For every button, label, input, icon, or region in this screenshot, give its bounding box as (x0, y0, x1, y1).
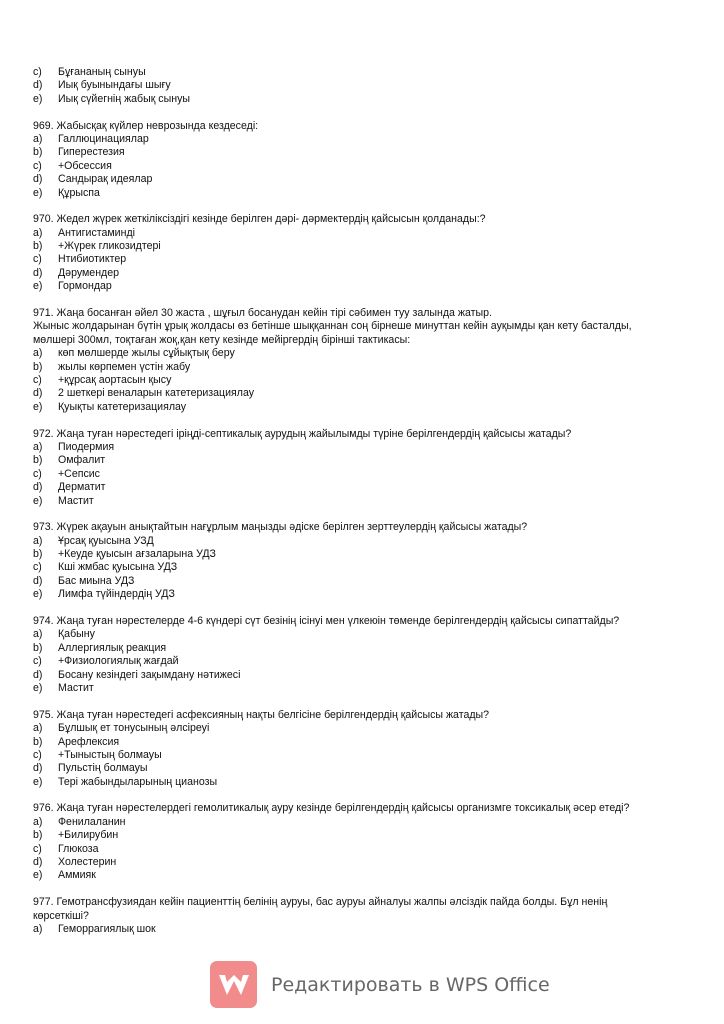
answer-option (33, 227, 703, 240)
answer-option (33, 923, 703, 936)
answer-option (33, 575, 703, 588)
option-text: Аллергиялық реакция (58, 641, 167, 654)
answer-option (33, 468, 703, 481)
option-letter: a) (33, 132, 43, 145)
option-text: Фенилаланин (58, 815, 126, 828)
question-text: 969. Жабысқақ күйлер неврозында кездеседі: (33, 119, 259, 132)
option-letter: e) (33, 186, 43, 199)
answer-option (33, 347, 703, 360)
document-page (33, 66, 703, 936)
option-letter: a) (33, 440, 43, 453)
answer-option (33, 535, 703, 548)
question-text: 970. Жедел жүрек жеткіліксіздігі кезінде берілген дәрі- дәрмектердің қайсысын қолданады:? (33, 213, 486, 226)
answer-option (33, 682, 703, 695)
question-block (33, 521, 703, 601)
option-text: Омфалит (58, 454, 106, 467)
answer-option (33, 79, 703, 92)
question-text: 972. Жаңа туған нәрестедегі іріңді-септикалық аурудың жайылымды түріне берілгендердің қайсысы жатады? (33, 427, 572, 440)
question-block (33, 615, 703, 695)
answer-option (33, 642, 703, 655)
question-text: 975. Жаңа туған нәрестедегі асфексияның нақты белгісіне берілгендердің қайсысы жатады? (33, 708, 490, 721)
answer-option (33, 548, 703, 561)
answer-option (33, 280, 703, 293)
option-text: +Кеуде қуысын ағзаларына УДЗ (58, 548, 216, 561)
question-text: 974. Жаңа туған нәрестелерде 4-6 күндері сүт безінің ісінуі мен үлкеюін төменде берілгендердің қайсысы сипаттайды? (33, 615, 620, 628)
option-text: Тері жабындыларының цианозы (58, 775, 218, 788)
option-letter: d) (33, 266, 43, 279)
answer-option (33, 856, 703, 869)
answer-option (33, 776, 703, 789)
answer-option (33, 187, 703, 200)
question-text: 971. Жаңа босанған әйел 30 жаста , шұғыл босанудан кейін тірі сәбимен туу залында жатыр. (33, 307, 492, 320)
option-letter: b) (33, 360, 43, 373)
option-text: +Билирубин (58, 829, 119, 842)
option-text: Босану кезіндегі зақымдану нәтижесі (58, 668, 241, 681)
blank-line (33, 695, 703, 708)
answer-option (33, 240, 703, 253)
option-letter: e) (33, 400, 43, 413)
option-text: Геморрагиялық шок (58, 923, 156, 935)
option-text: Антигистаминді (58, 226, 135, 239)
answer-option (33, 481, 703, 494)
option-letter: a) (33, 226, 43, 239)
answer-option (33, 495, 703, 508)
option-letter: d) (33, 856, 43, 869)
blank-line (33, 200, 703, 213)
option-letter: b) (33, 146, 43, 159)
question-block (33, 428, 703, 508)
option-text: +Тыныстың болмауы (58, 748, 162, 761)
option-letter: c) (33, 159, 42, 172)
answer-option (33, 146, 703, 159)
blank-line (33, 414, 703, 427)
question-text: 976. Жаңа туған нәрестелердегі гемолитикалық ауру кезінде берілгендердің қайсысы организмге токсикалық әсер етеді? (33, 802, 630, 815)
question-text: 973. Жүрек ақауын анықтайтын нағұрлым маңызды әдіске берілген зерттеулердің қайсысы жатады? (33, 521, 528, 534)
edit-in-wps-banner[interactable] (210, 961, 550, 1008)
option-text: Арефлексия (58, 735, 120, 748)
option-letter: c) (33, 253, 42, 266)
question-block (33, 120, 703, 200)
answer-option (33, 454, 703, 467)
wps-logo-icon (210, 961, 257, 1008)
option-letter: e) (33, 92, 43, 105)
option-text: Дәрумендер (58, 266, 120, 279)
option-letter: d) (33, 79, 43, 92)
option-letter: e) (33, 280, 43, 293)
option-text: Лимфа түйіндердің УДЗ (58, 588, 175, 601)
option-text: Қуықты катетеризациялау (58, 400, 187, 413)
option-text: Бас миына УДЗ (58, 574, 135, 587)
question-block (33, 896, 703, 936)
blank-line (33, 294, 703, 307)
answer-option (33, 253, 703, 266)
answer-option (33, 762, 703, 775)
option-text: Галлюцинациялар (58, 132, 149, 145)
option-text: Холестерин (58, 856, 117, 869)
answer-option (33, 93, 703, 106)
question-block (33, 307, 703, 414)
option-text: +Сепсис (58, 467, 100, 480)
option-text: Гиперестезия (58, 146, 125, 159)
answer-option (33, 401, 703, 414)
question-text: мөлшері 300мл, тоқтаған жоқ,қан кету кезінде мейіргердің бірінші тактикасы: (33, 333, 411, 346)
option-text: +құрсақ аортасын қысу (58, 373, 172, 386)
option-letter: a) (33, 815, 43, 828)
option-letter: d) (33, 574, 43, 587)
option-letter: a) (33, 534, 43, 547)
answer-option (33, 869, 703, 882)
option-text: +Обсессия (58, 159, 112, 172)
option-letter: c) (33, 66, 42, 78)
answer-option (33, 843, 703, 856)
option-text: Сандырақ идеялар (58, 173, 153, 186)
option-letter: e) (33, 588, 43, 601)
question-block (33, 802, 703, 882)
option-text: +Физиологиялық жағдай (58, 655, 179, 668)
option-text: Иық буынындағы шығу (58, 79, 171, 92)
blank-line (33, 789, 703, 802)
option-text: Бұғананың сынуы (58, 66, 146, 78)
answer-option (33, 561, 703, 574)
option-letter: a) (33, 722, 43, 735)
option-letter: e) (33, 775, 43, 788)
option-text: Құрыспа (58, 186, 100, 199)
question-block (33, 709, 703, 789)
option-text: Аммияк (58, 869, 96, 882)
blank-line (33, 106, 703, 119)
option-letter: d) (33, 762, 43, 775)
option-text: Ұрсақ қуысына УЗД (58, 534, 154, 547)
option-text: Дерматит (58, 481, 106, 494)
option-text: Нтибиотиктер (58, 253, 127, 266)
option-letter: c) (33, 748, 42, 761)
option-text: көп мөлшерде жылы сұйықтық беру (58, 347, 235, 360)
option-letter: d) (33, 173, 43, 186)
option-text: Бұлшық ет тонусының әлсіреуі (58, 722, 210, 735)
option-letter: e) (33, 869, 43, 882)
option-letter: e) (33, 681, 43, 694)
option-letter: b) (33, 641, 43, 654)
blank-line (33, 508, 703, 521)
option-letter: b) (33, 240, 43, 253)
answer-option (33, 441, 703, 454)
option-text: Иық сүйегнің жабық сынуы (58, 92, 190, 105)
option-letter: d) (33, 387, 43, 400)
option-text: Қабыну (58, 628, 95, 641)
option-letter: b) (33, 829, 43, 842)
option-text: Пульстің болмауы (58, 762, 148, 775)
option-letter: b) (33, 735, 43, 748)
answer-option (33, 173, 703, 186)
question-text: 977. Гемотрансфузиядан кейін пациенттің белінің ауруы, бас ауруы айналуы жалпы әлсіздік пайда болды. Бұл ненің (33, 896, 608, 909)
option-letter: b) (33, 454, 43, 467)
edit-in-wps-label[interactable]: Редактировать в WPS Office (271, 973, 550, 996)
answer-option (33, 749, 703, 762)
answer-option (33, 829, 703, 842)
answer-option (33, 133, 703, 146)
option-text: Глюкоза (58, 842, 99, 855)
answer-option (33, 588, 703, 601)
option-text: Мастит (58, 494, 94, 507)
option-letter: c) (33, 842, 42, 855)
answer-option (33, 655, 703, 668)
option-letter: a) (33, 347, 43, 360)
option-text: Мастит (58, 681, 94, 694)
option-text: Гормондар (58, 280, 112, 293)
option-text: +Жүрек гликозидтері (58, 240, 161, 253)
option-text: Кші жмбас қуысына УДЗ (58, 561, 178, 574)
option-letter: a) (33, 628, 43, 641)
answer-option (33, 160, 703, 173)
option-letter: c) (33, 373, 42, 386)
option-letter: c) (33, 561, 42, 574)
option-letter: d) (33, 668, 43, 681)
question-text: көрсеткіші? (33, 909, 89, 922)
blank-line (33, 602, 703, 615)
option-text: Пиодермия (58, 440, 115, 453)
answer-option (33, 374, 703, 387)
blank-line (33, 883, 703, 896)
answer-option (33, 816, 703, 829)
answer-option (33, 267, 703, 280)
answer-option (33, 669, 703, 682)
option-letter: a) (33, 923, 43, 935)
option-letter: d) (33, 481, 43, 494)
option-text: жылы көрпемен үстін жабу (58, 360, 191, 373)
answer-option (33, 66, 703, 79)
answer-option (33, 361, 703, 374)
answer-option (33, 736, 703, 749)
answer-option (33, 387, 703, 400)
option-letter: c) (33, 467, 42, 480)
option-letter: c) (33, 655, 42, 668)
question-text: Жыныс жолдарынан бүтін ұрық жолдасы өз бетінше шыққаннан соң бірнеше минуттан кейін ауқымды қан кету басталды, (33, 320, 632, 333)
option-letter: e) (33, 494, 43, 507)
answer-option (33, 722, 703, 735)
option-letter: b) (33, 548, 43, 561)
answer-option (33, 628, 703, 641)
question-block (33, 213, 703, 293)
option-text: 2 шеткері веналарын катетеризациялау (58, 387, 255, 400)
